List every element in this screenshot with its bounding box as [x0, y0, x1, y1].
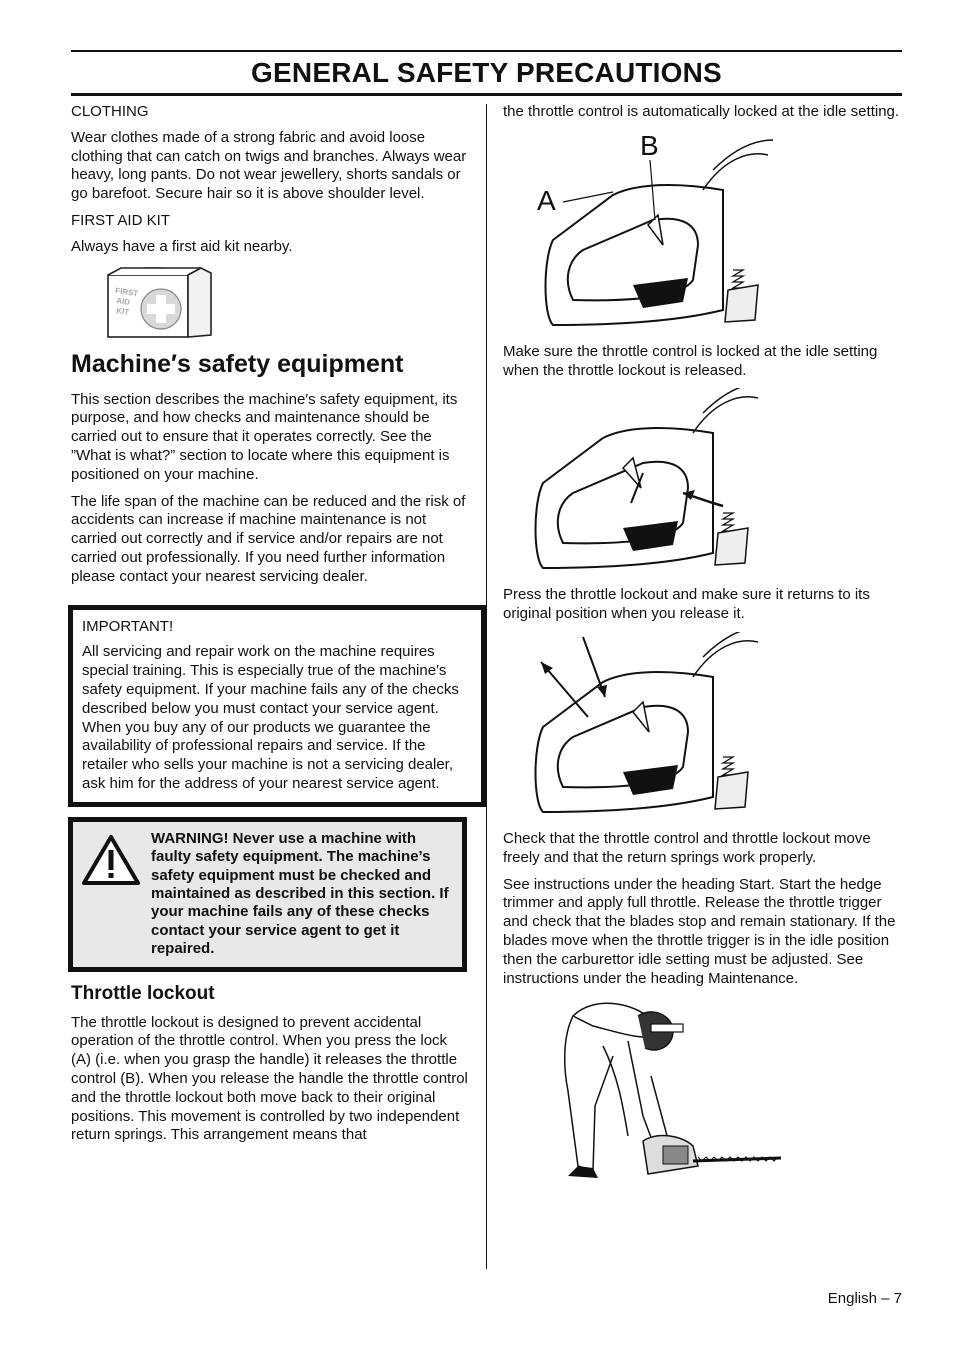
first-aid-text: Always have a first aid kit nearby.: [71, 237, 293, 255]
important-heading: IMPORTANT!: [82, 617, 174, 635]
clothing-heading: CLOTHING: [71, 103, 149, 120]
throttle-handle-figure-ab: [533, 130, 803, 335]
throttle-heading: Throttle lockout: [71, 982, 215, 1004]
warning-box: [68, 817, 467, 972]
page-footer: English – 7: [827, 1290, 902, 1307]
press-lockout-text: Press the throttle lockout and make sure it returns to its original position when you release it.: [503, 586, 870, 623]
section-paragraph-2: The life span of the machine can be reduced and the risk of accidents can increase if machine maintenance is not carried out correctly and if service and/or repairs are not carried out professionally. If you need further information please contact your nearest servicing dealer.: [71, 492, 466, 585]
header-rule-bottom: [71, 93, 902, 96]
section-title: Machine′s safety equipment: [71, 349, 404, 378]
left-column: [71, 103, 471, 1153]
throttle-locked-figure: [533, 388, 803, 578]
throttle-continued-text: the throttle control is automatically locked at the idle setting.: [503, 103, 900, 120]
kit-label-line1: FIRST: [114, 285, 139, 298]
section-paragraph-1: This section describes the machine′s safety equipment, its purpose, and how checks and maintenance should be carried out to ensure that it operates correctly. See the ”What is what?” section to locate where this equipment is positioned on your machine.: [71, 390, 458, 483]
column-divider: [486, 104, 487, 1269]
throttle-lockout-press-figure: [533, 632, 803, 822]
check-springs-text: Check that the throttle control and throttle lockout move freely and that the return springs work properly.: [503, 829, 871, 866]
figure-label-b: B: [640, 129, 659, 161]
right-column: [503, 103, 903, 1196]
warning-text: WARNING! Never use a machine with faulty safety equipment. The machine’s safety equipment must be checked and maintained as described in this section. If your machine fails any of these checks contact your service agent to get it repaired.: [151, 829, 449, 958]
kit-label-line3: KIT: [115, 305, 130, 317]
warning-triangle-icon: [81, 830, 151, 959]
important-text: All servicing and repair work on the machine requires special training. This is especially true of the machine′s safety equipment. If your machine fails any of the checks described below you must contact your service agent. When you buy any of our products we guarantee the availability of professional repairs and service. If the retailer who sells your machine is not a servicing dealer, ask him for the address of your nearest service agent.: [82, 643, 459, 792]
first-aid-kit-illustration: [105, 265, 255, 341]
important-box: [68, 605, 486, 807]
throttle-text: The throttle lockout is designed to prevent accidental operation of the throttle control. When you press the lock (A) (i.e. when you grasp the handle) it releases the throttle control (B). When you release the handle the throttle control and the throttle lockout both move back to their original positions. This movement is controlled by two independent return springs. This arrangement means that: [71, 1013, 468, 1144]
figure-label-a: A: [537, 184, 556, 216]
first-aid-heading: FIRST AID KIT: [71, 211, 170, 229]
idle-setting-text: Make sure the throttle control is locked at the idle setting when the throttle lockout is released.: [503, 342, 878, 379]
start-instructions-text: See instructions under the heading Start. Start the hedge trimmer and apply full throttle. Release the throttle trigger and check that the blades stop and remain stationary. If the blades move when the throttle trigger is in the idle position then the carburettor idle setting must be adjusted. See instructions under the heading Maintenance.: [503, 875, 896, 987]
kit-label-line2: AID: [115, 295, 131, 307]
clothing-text: Wear clothes made of a strong fabric and avoid loose clothing that can catch on twigs and branches. Always wear heavy, long pants. Do not wear jewellery, shorts sandals or go barefoot. Secure hair so it is above shoulder level.: [71, 128, 467, 203]
page-title: GENERAL SAFETY PRECAUTIONS: [251, 57, 722, 88]
operator-hedge-trimmer-illustration: [533, 996, 793, 1196]
